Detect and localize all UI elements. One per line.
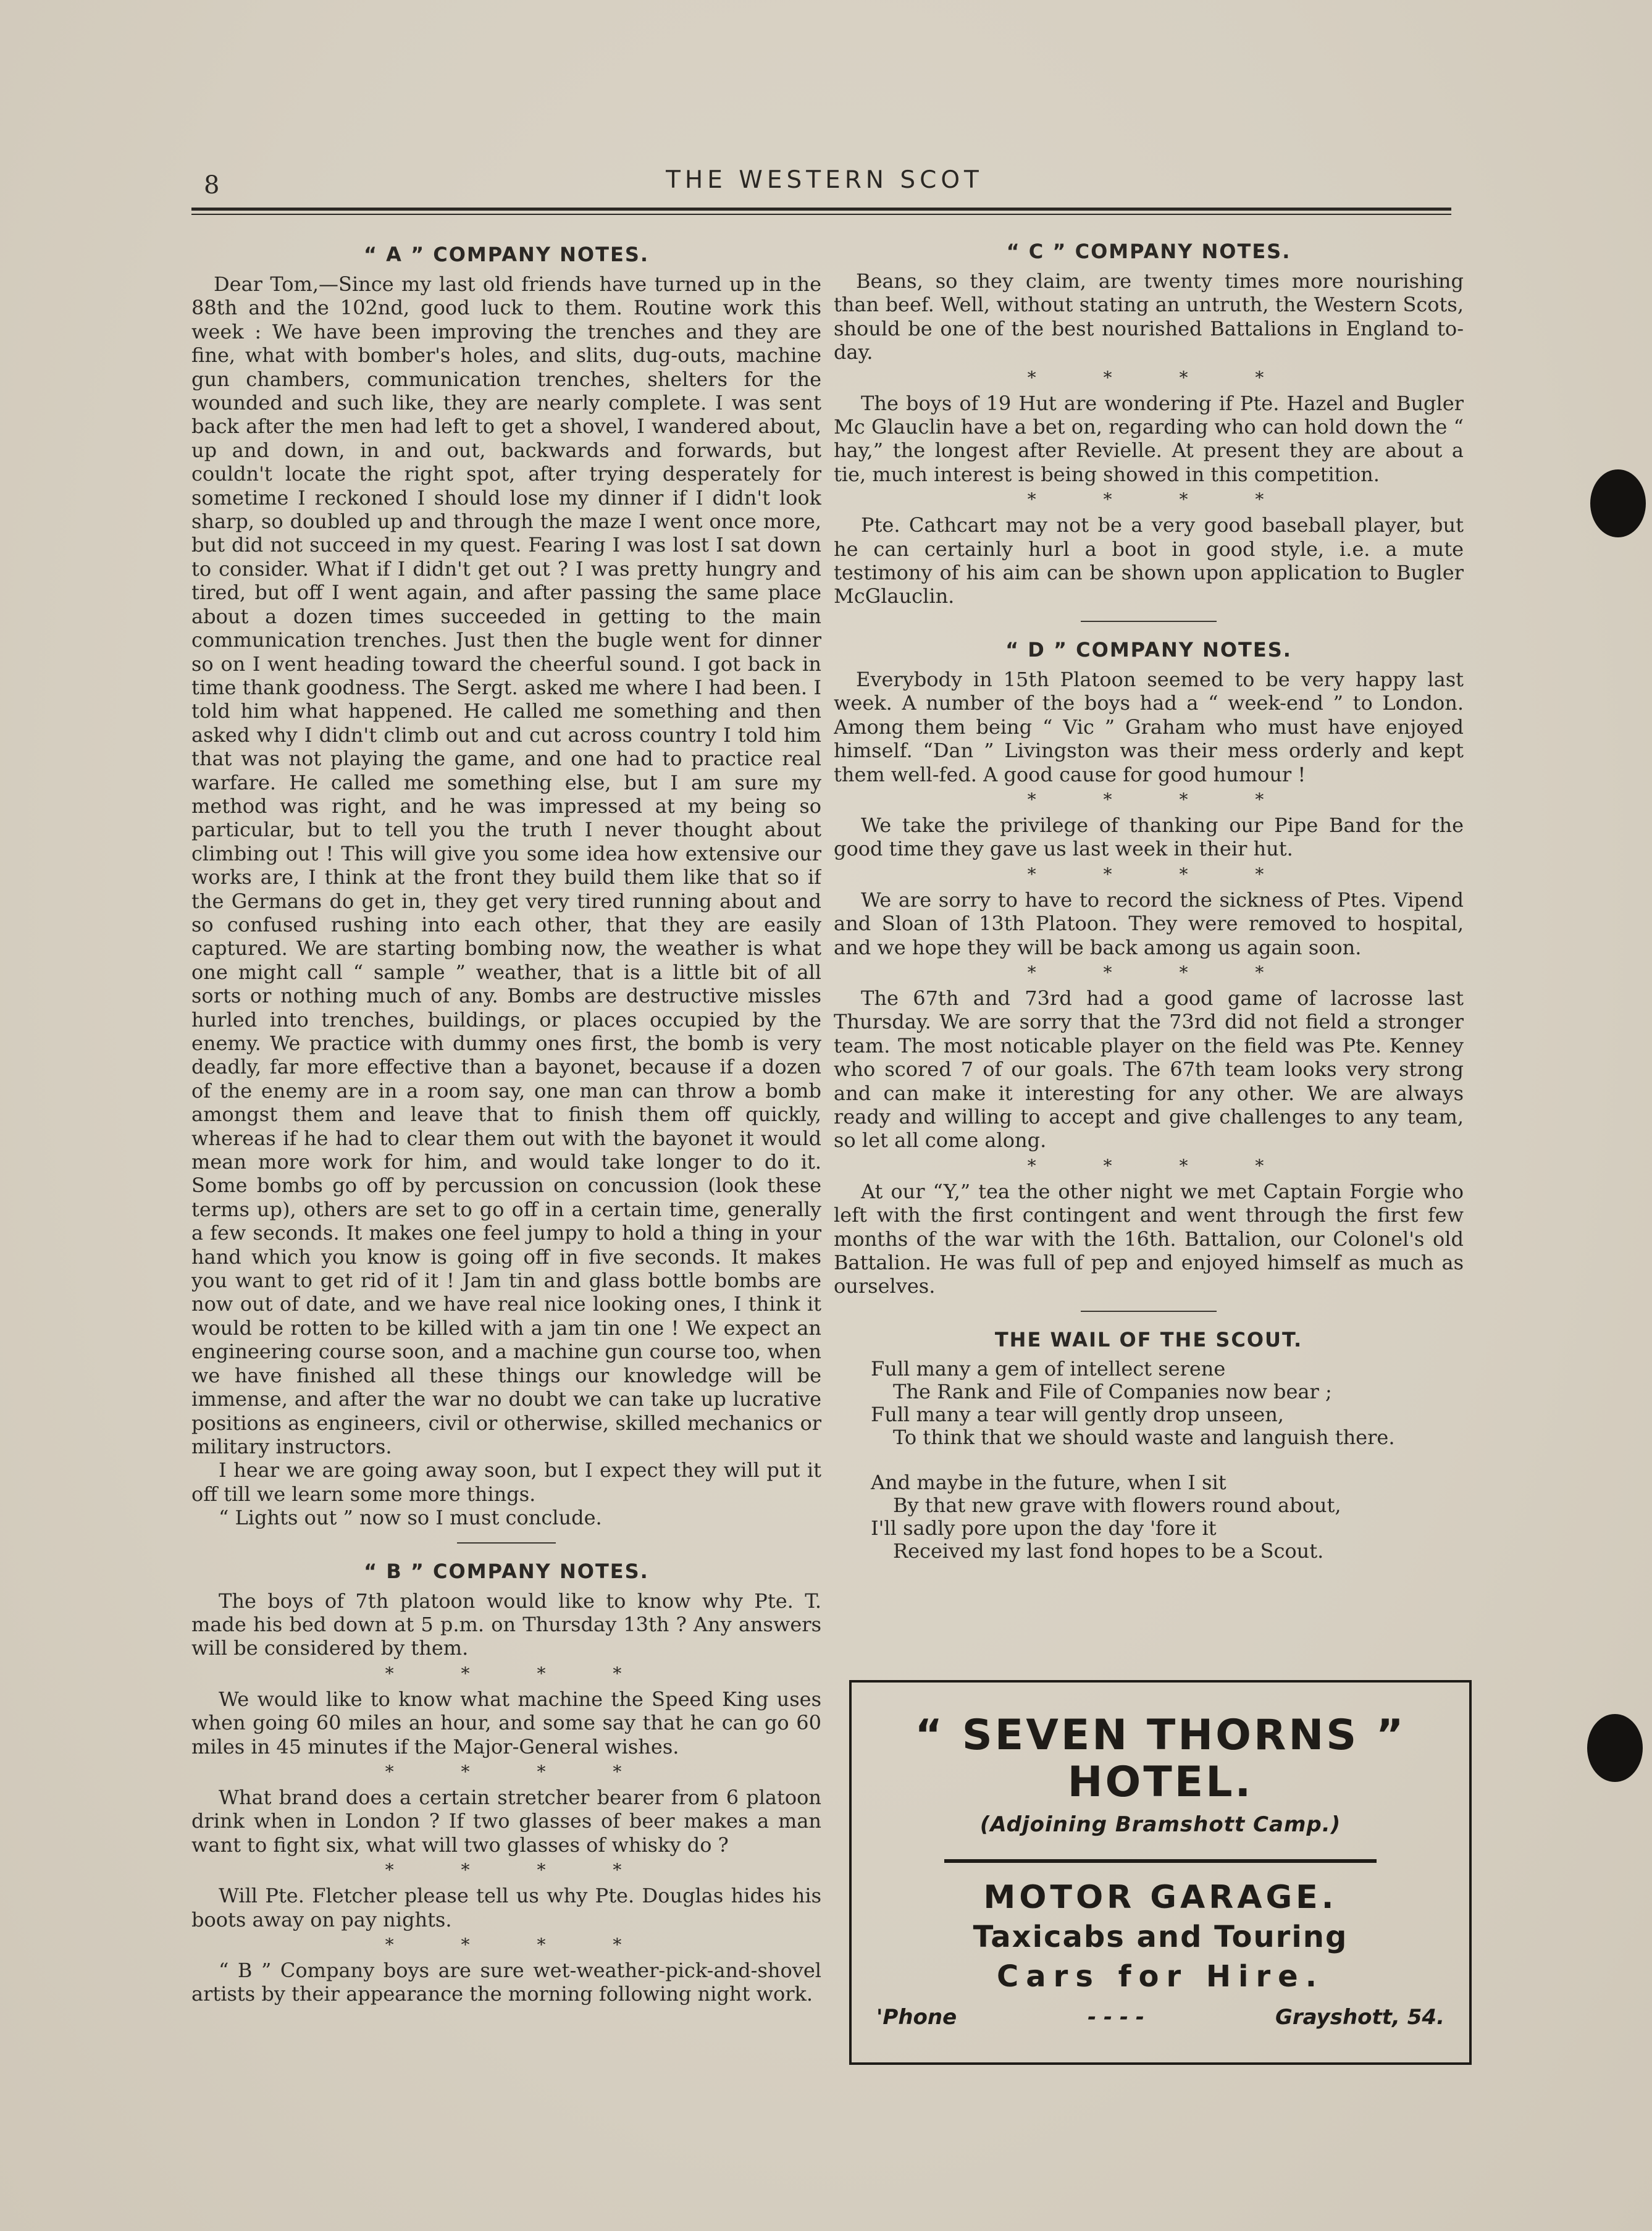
ad-cars: Cars for Hire. <box>997 1959 1324 1994</box>
ad-garage: MOTOR GARAGE. <box>983 1879 1338 1916</box>
header-rule <box>191 208 1451 211</box>
ad-subtitle: (Adjoining Bramshott Camp.) <box>979 1812 1341 1837</box>
ad-title-line2: HOTEL. <box>1067 1758 1254 1807</box>
left-column <box>191 238 821 2006</box>
d-company-item: The 67th and 73rd had a good game of lacrosse last Thursday. We are sorry that the 73rd did not field a stronger team. The most noticable player on the field was Pte. Kenney who scored 7 of our goals. The 67th team looks very strong and can make it interesting for any other. We are always ready and willing to accept and give challenges to any team, so let all come along. <box>834 986 1464 1153</box>
header-rule-thin <box>191 214 1451 215</box>
punch-hole <box>1590 469 1646 537</box>
a-company-heading: “ A ” COMPANY NOTES. <box>363 243 650 266</box>
star-divider: * * * * <box>1027 1155 1295 1176</box>
d-company-item: At our “Y,” tea the other night we met Captain Forgie who left with the first contingent and went through the first few months of the war with the 16th. Battalion, our Colonel's old Battalion. He was full of pep and enjoyed himself as much as ourselves. <box>834 1179 1464 1298</box>
c-company-heading: “ C ” COMPANY NOTES. <box>1006 240 1291 263</box>
star-divider: * * * * <box>385 1761 653 1782</box>
page-header <box>191 164 1457 201</box>
a-company-paragraph: I hear we are going away soon, but I expect they will put it off till we learn some more things. <box>191 1458 821 1506</box>
star-divider: * * * * <box>1027 367 1295 388</box>
c-company-item: Beans, so they claim, are twenty times more nourishing than beef. Well, without stating an untruth, the Western Scots, should be one of the best nourished Battalions in England to-day. <box>834 269 1464 364</box>
poem-line: By that new grave with flowers round about, <box>893 1493 1341 1517</box>
c-company-item: The boys of 19 Hut are wondering if Pte. Hazel and Bugler Mc Glauclin have a bet on, regarding who can hold down the “ hay,” the longest after Revielle. At present they are about a tie, much interest is being showed in this competition. <box>834 391 1464 486</box>
right-column <box>834 235 1464 1563</box>
ad-title-line1: “ SEVEN THORNS ” <box>915 1711 1406 1760</box>
d-company-item: We take the privilege of thanking our Pipe Band for the good time they gave us last week in their hut. <box>834 813 1464 861</box>
a-company-letter: Dear Tom,—Since my last old friends have turned up in the 88th and the 102nd, good luck to them. Routine work this week : We have been improving the trenches and they are fine, what with bomber's holes, and slits, dug-outs, machine gun chambers, communication trenches, shelters for the wounded and such like, they are nearly complete. I was sent back after the men had left to get a shovel, I wandered about, up and down, in and out, backwards and forwards, but couldn't locate the right spot, after trying desperately for sometime I reckoned I should lose my dinner if I didn't look sharp, so doubled up and through the maze I went once more, but did not succeed in my quest. Fearing I was lost I sat down to consider. What if I didn't get out ? I was pretty hungry and tired, but off I went again, and after passing the same place about a dozen times succeeded in getting to the main communication trenches. Just then the bugle went for dinner so on I went heading toward the cheerful sound. I got back in time thank goodness. The Sergt. asked me where I had been. I told him what happened. He called me something and then asked why I didn't climb out and cut across country I told him that was not playing the game, and one had to practice real warfare. He called me something else, but I am sure my method was right, and he was impressed at my being so particular, but to tell you the truth I never thought about climbing out ! This will give you some idea how extensive our works are, I think at the front they build them like that so if the Germans do get in, they get very tired running about and so confused rushing into each other, that they are easily captured. We are starting bombing now, the weather is what one might call “ sample ” weather, that is a little bit of all sorts or nothing much of any. Bombs are destructive missles hurled into trenches, buildings, or places occupied by the enemy. We practice with dummy ones first, the bomb is very deadly, far more effective than a bayonet, because if a dozen of the enemy are in a room say, one man can throw a bomb amongst them and leave that to finish them off quickly, whereas if he had to clear them out with the bayonet it would mean more work for him, and would take longer to do it. Some bombs go off by percussion on concussion (look these terms up), others are set to go off in a certain time, generally a few seconds. It makes one feel jumpy to hold a thing in your hand which you know is going off in five seconds. It makes you want to get rid of it ! Jam tin and glass bottle bombs are now out of date, and we have real nice looking ones, I think it would be rotten to be killed with a jam tin one ! We expect an engineering course soon, and a machine gun course too, when we have finished all these things our knowledge will be immense, and after the war no doubt we can take up lucrative positions as engineers, civil or otherwise, skilled mechanics or military instructors. <box>191 272 821 1458</box>
ad-phone-dashes: - - - - <box>1088 2005 1145 2030</box>
poem-line: Received my last fond hopes to be a Scout. <box>893 1539 1324 1563</box>
star-divider: * * * * <box>385 1860 653 1881</box>
ad-phone-label: 'Phone <box>876 2005 957 2030</box>
star-divider: * * * * <box>1027 789 1295 810</box>
poem-line: Full many a gem of intellect serene <box>871 1356 1226 1380</box>
ad-taxi: Taxicabs and Touring <box>973 1920 1348 1954</box>
ad-phone-value: Grayshott, 54. <box>1275 2005 1444 2030</box>
punch-hole <box>1587 1714 1643 1782</box>
running-title: THE WESTERN SCOT <box>666 166 983 194</box>
d-company-item: Everybody in 15th Platoon seemed to be very happy last week. A number of the boys had a “ week-end ” to London. Among them being “ Vic ” Graham who must have enjoyed himself. “Dan ” Livingston was their mess orderly and kept them well-fed. A good cause for good humour ! <box>834 667 1464 786</box>
poem-line: The Rank and File of Companies now bear ; <box>893 1379 1332 1403</box>
poem <box>834 1358 1464 1563</box>
poem-line: And maybe in the future, when I sit <box>871 1470 1226 1494</box>
star-divider: * * * * <box>1027 962 1295 983</box>
b-company-item: What brand does a certain stretcher bearer from 6 platoon drink when in London ? If two glasses of beer makes a man want to fight six, what will two glasses of whisky do ? <box>191 1785 821 1857</box>
poem-line: I'll sadly pore upon the day 'fore it <box>871 1516 1217 1540</box>
section-divider <box>457 1542 556 1544</box>
hotel-advertisement <box>849 1680 1472 2065</box>
b-company-item: Will Pte. Fletcher please tell us why Pte. Douglas hides his boots away on pay nights. <box>191 1884 821 1931</box>
c-company-item: Pte. Cathcart may not be a very good baseball player, but he can certainly hurl a boot in good style, i.e. a mute testimony of his aim can be shown upon application to Bugler McGlauclin. <box>834 513 1464 608</box>
section-divider <box>1081 1311 1217 1312</box>
b-company-item: We would like to know what machine the Speed King uses when going 60 miles an hour, and some say that he can go 60 miles in 45 minutes if the Major-General wishes. <box>191 1687 821 1758</box>
star-divider: * * * * <box>385 1935 653 1955</box>
page-number: 8 <box>204 171 220 200</box>
star-divider: * * * * <box>1027 489 1295 510</box>
star-divider: * * * * <box>1027 863 1295 884</box>
ad-phone <box>876 2005 1444 2030</box>
section-divider <box>1081 621 1217 622</box>
poem-line: To think that we should waste and languish there. <box>893 1425 1395 1449</box>
b-company-item: The boys of 7th platoon would like to know why Pte. T. made his bed down at 5 p.m. on Thursday 13th ? Any answers will be considered by them. <box>191 1589 821 1660</box>
d-company-item: We are sorry to have to record the sickness of Ptes. Vipend and Sloan of 13th Platoon. They were removed to hospital, and we hope they will be back among us again soon. <box>834 888 1464 959</box>
ad-rule <box>944 1859 1377 1863</box>
a-company-paragraph: “ Lights out ” now so I must conclude. <box>219 1506 602 1530</box>
b-company-heading: “ B ” COMPANY NOTES. <box>364 1559 649 1583</box>
poem-line: Full many a tear will gently drop unseen, <box>871 1402 1284 1426</box>
d-company-heading: “ D ” COMPANY NOTES. <box>1005 637 1292 662</box>
poem-title: THE WAIL OF THE SCOUT. <box>994 1327 1303 1351</box>
b-company-item: “ B ” Company boys are sure wet-weather-pick-and-shovel artists by their appearance the morning following night work. <box>191 1959 821 2006</box>
star-divider: * * * * <box>385 1663 653 1684</box>
